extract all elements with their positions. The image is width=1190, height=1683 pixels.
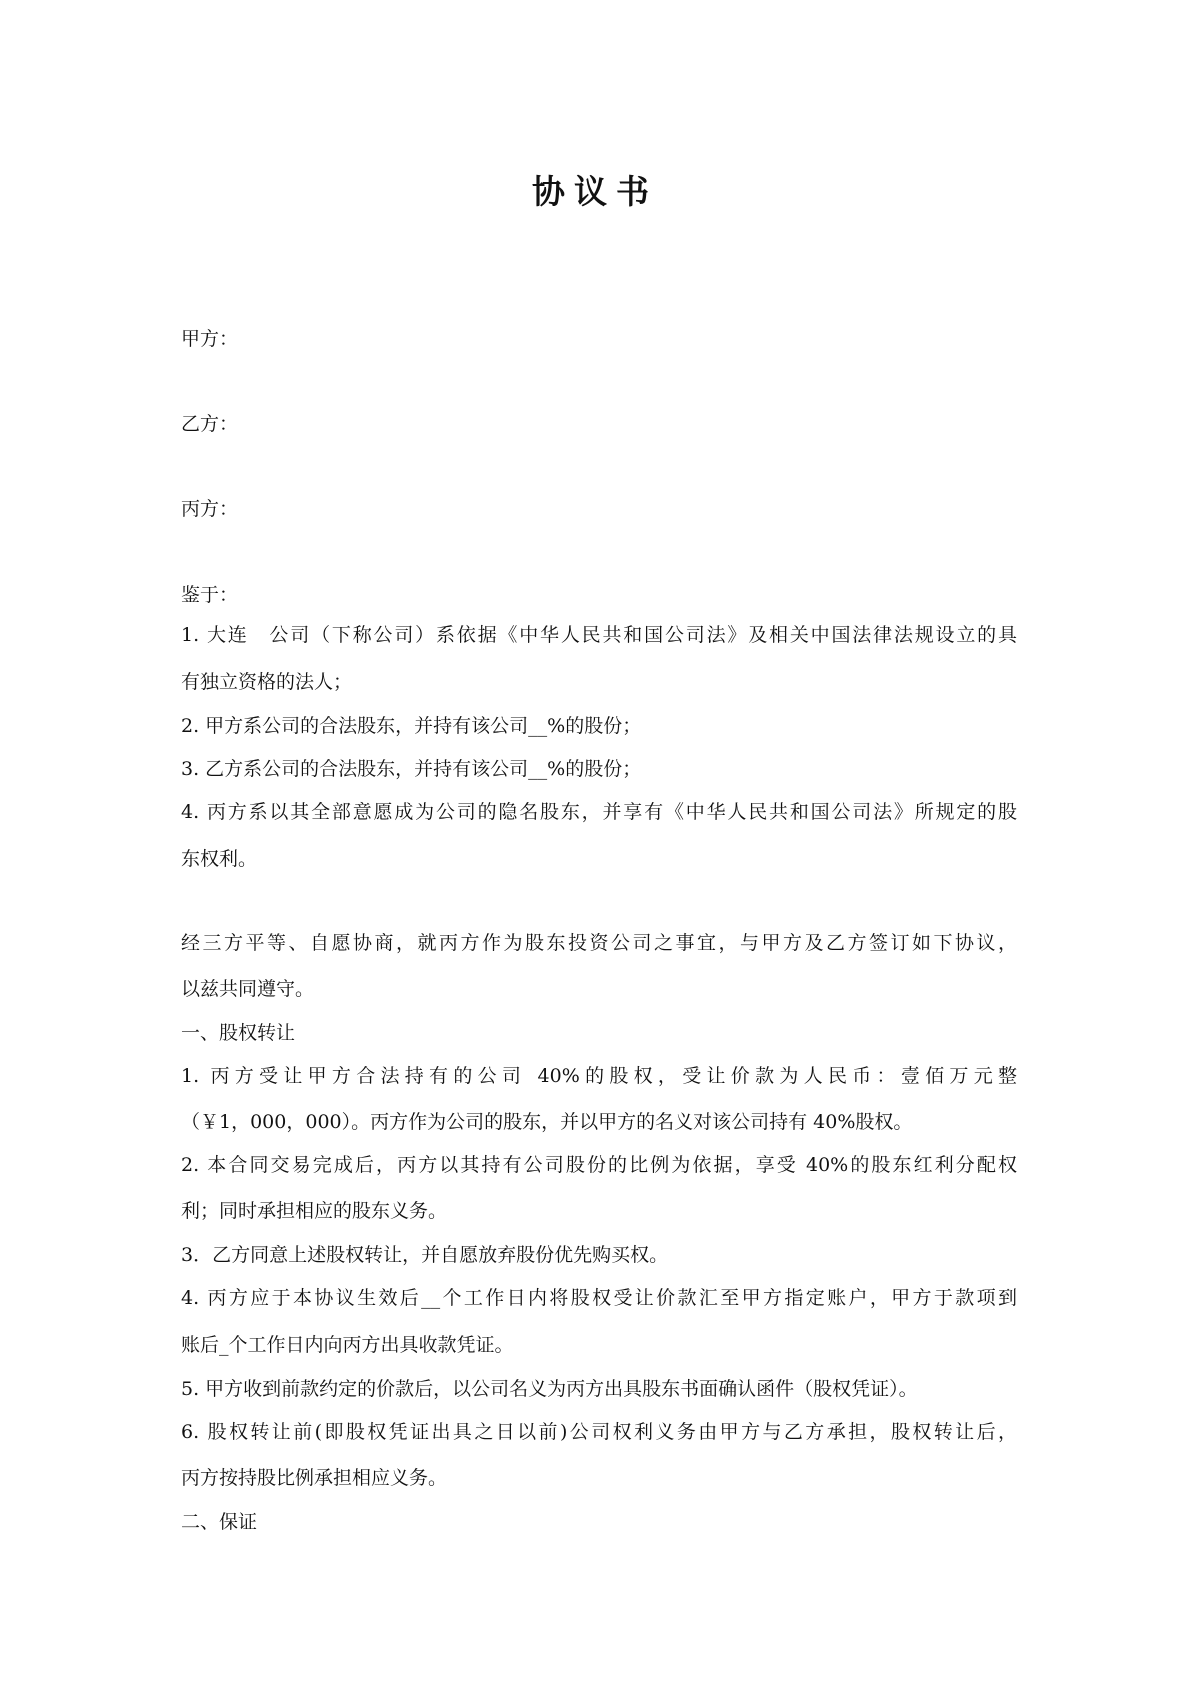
- clause-1-1: 1. 丙方受让甲方合法持有的公司 40%的股权，受让价款为人民币：壹佰万元整: [181, 1065, 1017, 1087]
- section-2-heading: 二、保证: [181, 1511, 258, 1533]
- section-1-heading: 一、股权转让: [181, 1022, 296, 1044]
- party-c-label: 丙方：: [181, 498, 239, 520]
- whereas-item-1: 1. 大连 公司（下称公司）系依据《中华人民共和国公司法》及相关中国法律法规设立的具: [181, 624, 1017, 646]
- document-title: 协议书: [532, 172, 658, 211]
- clause-1-6: 6. 股权转让前(即股权凭证出具之日以前)公司权利义务由甲方与乙方承担，股权转让后，: [181, 1421, 1017, 1443]
- clause-1-5: 5. 甲方收到前款约定的价款后，以公司名义为丙方出具股东书面确认函件（股权凭证）。: [181, 1378, 918, 1400]
- whereas-item-4: 4. 丙方系以其全部意愿成为公司的隐名股东，并享有《中华人民共和国公司法》所规定的股: [181, 801, 1017, 823]
- clause-1-2: 2. 本合同交易完成后，丙方以其持有公司股份的比例为依据，享受 40%的股东红利分配权: [181, 1154, 1017, 1176]
- party-b-label: 乙方：: [181, 413, 239, 435]
- preamble-paragraph: 经三方平等、自愿协商，就丙方作为股东投资公司之事宜，与甲方及乙方签订如下协议，: [181, 932, 1017, 954]
- clause-1-4-cont: 账后_个工作日内向丙方出具收款凭证。: [181, 1334, 514, 1356]
- whereas-item-4-cont: 东权利。: [181, 848, 258, 870]
- clause-1-1-cont: （￥1，000，000）。丙方作为公司的股东，并以甲方的名义对该公司持有 40%股权。: [181, 1111, 913, 1133]
- clause-1-3: 3．乙方同意上述股权转让，并自愿放弃股份优先购买权。: [181, 1244, 669, 1266]
- clause-1-4: 4. 丙方应于本协议生效后__个工作日内将股权受让价款汇至甲方指定账户，甲方于款项到: [181, 1287, 1017, 1309]
- whereas-item-1-cont: 有独立资格的法人；: [181, 671, 353, 693]
- whereas-item-2: 2. 甲方系公司的合法股东，并持有该公司__%的股份；: [181, 715, 642, 737]
- clause-1-6-cont: 丙方按持股比例承担相应义务。: [181, 1467, 448, 1489]
- party-a-label: 甲方：: [181, 328, 239, 350]
- whereas-heading: 鉴于：: [181, 584, 239, 606]
- whereas-item-3: 3. 乙方系公司的合法股东，并持有该公司__%的股份；: [181, 758, 642, 780]
- preamble-paragraph-cont: 以兹共同遵守。: [181, 978, 315, 1000]
- clause-1-2-cont: 利；同时承担相应的股东义务。: [181, 1200, 448, 1222]
